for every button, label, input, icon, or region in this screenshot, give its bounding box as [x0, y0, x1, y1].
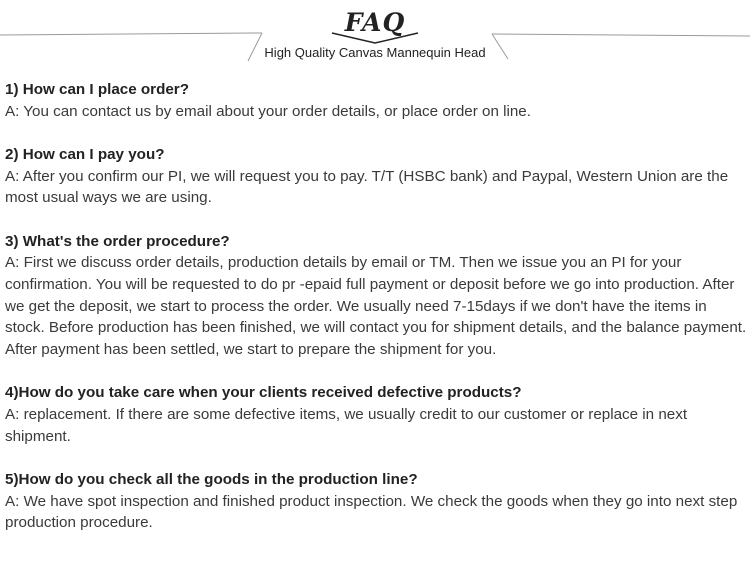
faq-list — [5, 79, 747, 555]
faq-answer: A: We have spot inspection and finished product inspection. We check the goods when they go into next step production procedure. — [5, 492, 738, 532]
faq-answer: A: replacement. If there are some defective items, we usually credit to our customer or replace in next shipment. — [5, 405, 688, 445]
faq-answer: A: After you confirm our PI, we will request you to pay. T/T (HSBC bank) and Paypal, Western Union are the most usual ways we are using. — [5, 167, 729, 207]
faq-item — [5, 469, 747, 534]
page-title: FAQ — [344, 8, 406, 37]
faq-question: 2) How can I pay you? — [5, 145, 165, 163]
faq-item — [5, 79, 747, 122]
faq-item — [5, 382, 747, 447]
faq-question: 4)How do you take care when your clients received defective products? — [5, 384, 522, 402]
faq-item — [5, 231, 747, 361]
faq-answer: A: First we discuss order details, production details by email or TM. Then we issue you an PI for your confirmation. You will be requested to do pr -epaid full payment or deposit before we go into production. After we get the deposit, we start to process the order. We usually need 7-15days if we don't have the items in stock. Before production has been finished, we will contact you for shipment details, and the balance payment. After payment has been settled, we start to prepare the shipment for you. — [5, 254, 747, 359]
faq-question: 1) How can I place order? — [5, 81, 189, 98]
faq-answer: A: You can contact us by email about your order details, or place order on line. — [5, 102, 531, 120]
faq-question: 3) What's the order procedure? — [5, 232, 230, 250]
faq-question: 5)How do you check all the goods in the production line? — [5, 470, 418, 488]
page-subtitle: High Quality Canvas Mannequin Head — [264, 45, 486, 60]
faq-item — [5, 144, 747, 209]
faq-header — [0, 0, 750, 70]
